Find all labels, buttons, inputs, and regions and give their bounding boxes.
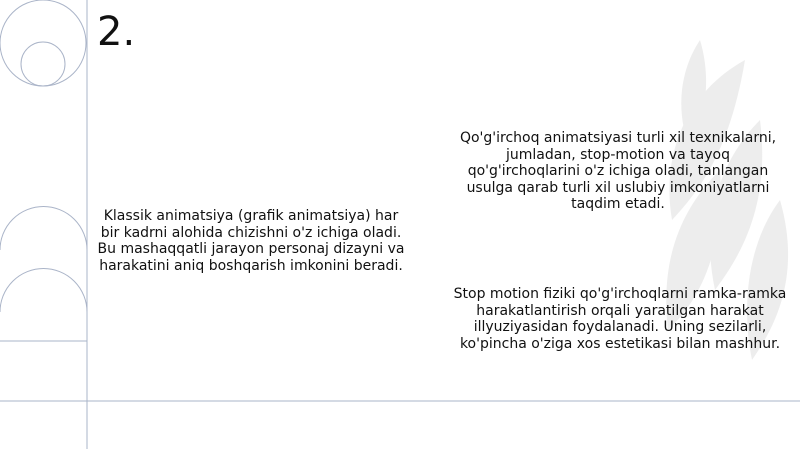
arch-upper-icon	[0, 207, 87, 251]
classic-animation-text: Klassik animatsiya (grafik animatsiya) har bir kadrni alohida chizishni o'z ichiga oladi. Bu mashaqqatli jarayon personaj dizayni va harakatini aniq boshqarish imkonini beradi.	[97, 208, 405, 274]
arch-lower-icon	[0, 269, 87, 313]
puppet-animation-text: Qo'g'irchoq animatsiyasi turli xil texnikalarni, jumladan, stop-motion va tayoq qo'g'irchoqlarini o'z ichiga oladi, tanlangan usulga qarab turli xil uslubiy imkoniyatlarni taqdim etadi.	[459, 130, 777, 212]
stop-motion-text: Stop motion fiziki qo'g'irchoqlarni ramka-ramka harakatlantirish orqali yaratilgan harakat illyuziyasidan foydalanadi. Uning sezilarli, ko'pincha o'ziga xos estetikasi bilan mashhur.	[453, 286, 787, 352]
large-circle-icon	[0, 0, 86, 86]
slide-number: 2.	[97, 9, 136, 55]
small-circle-icon	[21, 42, 65, 86]
